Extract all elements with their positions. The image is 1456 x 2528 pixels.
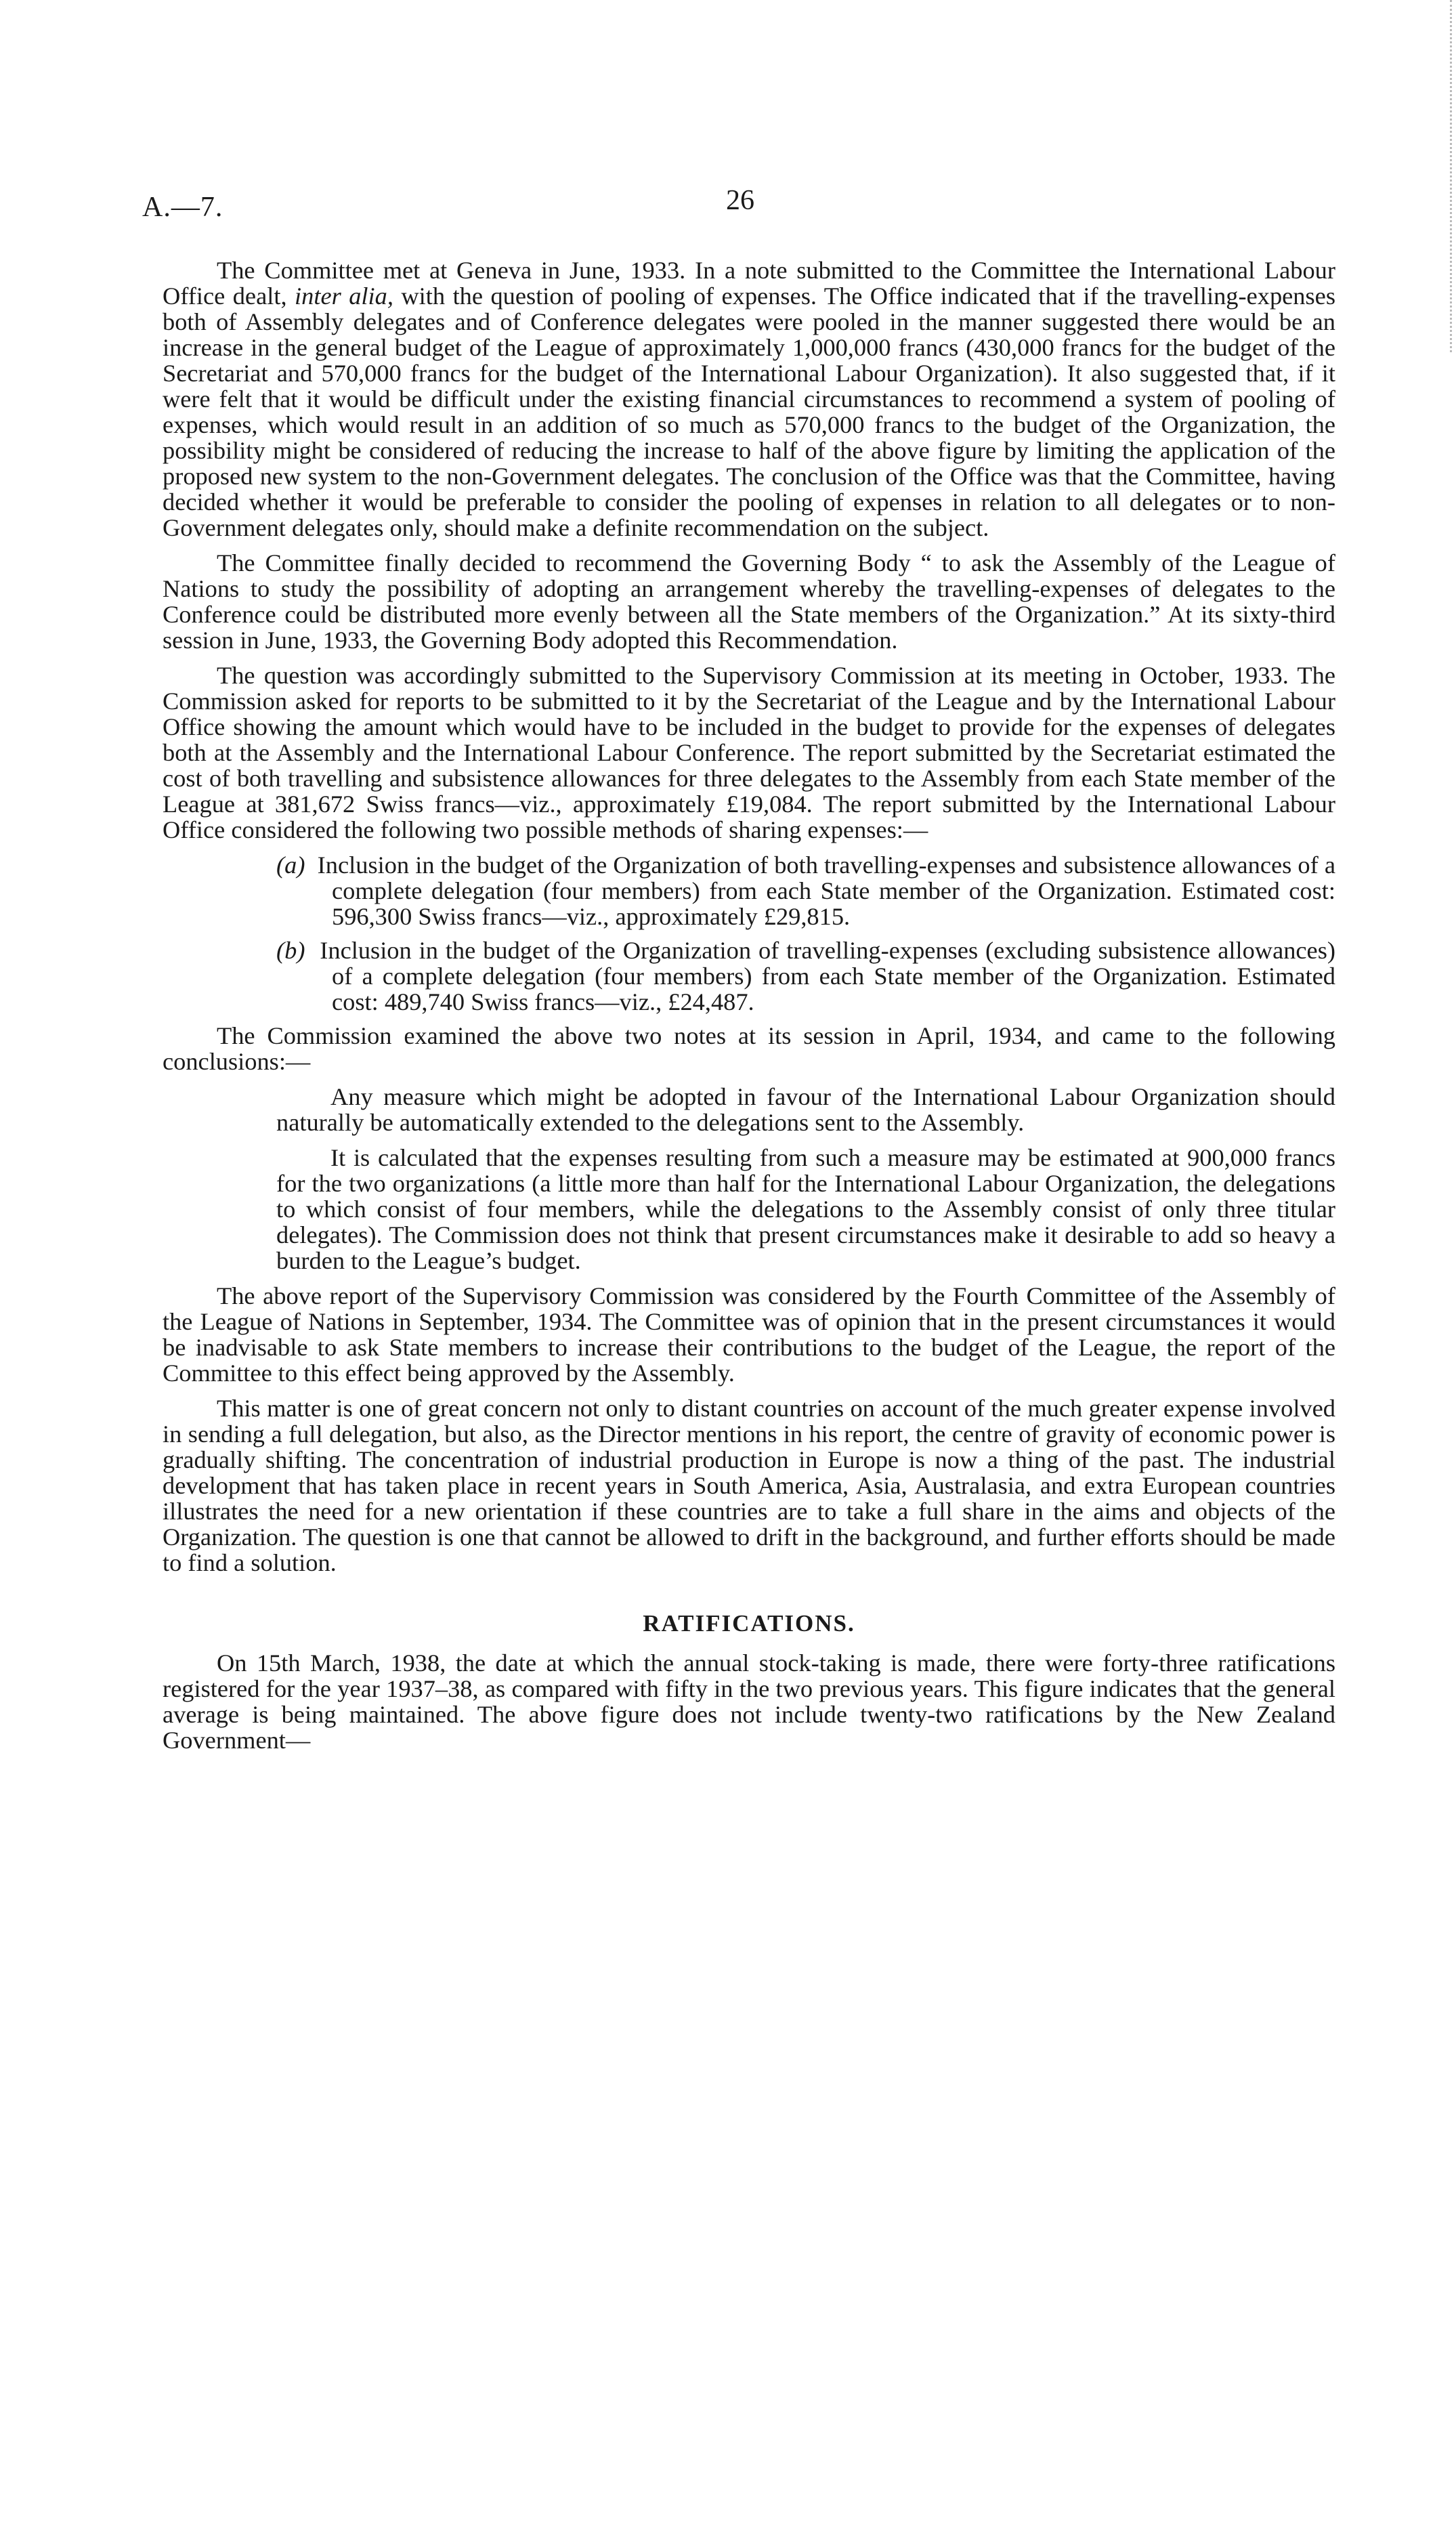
page-number: 26: [726, 185, 754, 216]
document-code: A.—7.: [142, 192, 223, 223]
list-marker: (a): [276, 851, 305, 879]
list-item-text: Inclusion in the budget of the Organization of both travelling-expenses and subsistence allowances of a complete delegation (four members) from each State member of the Organization. Estimated cost: 596,300 Swiss francs—viz., approximately £29,815.: [317, 851, 1335, 930]
paragraph-text: The Committee met at Geneva in June, 1933. In a note submitted to the Committee the International Labour Office dealt,: [163, 257, 1335, 310]
section-heading-ratifications: RATIFICATIONS.: [643, 1610, 855, 1637]
list-item-b: [163, 938, 1335, 1015]
paragraph-committee-geneva: [163, 257, 1335, 541]
paragraph-great-concern: This matter is one of great concern not only to distant countries on account of the much greater expense involved in sending a full delegation, but also, as the Director mentions in his report, the centre of gravity of economic power is gradually shifting. The concentration of industrial production in Europe is now a thing of the past. The industrial development that has taken place in recent years in South America, Asia, Australasia, and extra European countries illustrates the need for a new orientation if these countries are to take a full share in the aims and objects of the Organization. The question is one that cannot be allowed to drift in the background, and further efforts should be made to find a solution.: [163, 1395, 1335, 1576]
paragraph-text: with the question of pooling of expenses. The Office indicated that if the travelling-expenses both of Assembly delegates and of Conference delegates were pooled in the manner suggested there would be an increase in the general budget of the League of approximately 1,000,000 francs (430,000 francs for the budget of the Secretariat and 570,000 francs for the budget of the International Labour Organization). It also suggested that, if it were felt that it would be difficult under the existing financial circumstances to recommend a system of pooling of expenses, which would result in an addition of so much as 570,000 francs to the budget of the Organization, the possibility might be considered of reducing the increase to half of the above figure by limiting the application of the proposed new system to the non-Government delegates. The conclusion of the Office was that the Committee, having decided whether it would be preferable to consider the pooling of expenses in relation to all delegates or to non-Government delegates only, should make a definite recommendation on the subject.: [163, 282, 1335, 541]
page-edge-border: [1449, 0, 1452, 352]
italic-phrase: inter alia,: [295, 282, 393, 310]
body-text: [163, 257, 1335, 1763]
paragraph-recommendation: The Committee finally decided to recommend the Governing Body “ to ask the Assembly of the League of Nations to study the possibility of adopting an arrangement whereby the travelling-expenses of delegates to the Conference could be distributed more evenly between all the State members of the Organization.” At its sixty-third session in June, 1933, the Governing Body adopted this Recommendation.: [163, 549, 1335, 654]
paragraph-ratifications: On 15th March, 1938, the date at which the annual stock-taking is made, there were forty-three ratifications registered for the year 1937–38, as compared with fifty in the two previous years. This figure indicates that the general average is being maintained. The above figure does not include twenty-two ratifications by the New Zealand Government—: [163, 1649, 1335, 1754]
list-item-text: Inclusion in the budget of the Organization of travelling-expenses (excluding subsistence allowances) of a complete delegation (four members) from each State member of the Organization. Estimated cost: 489,740 Swiss francs—viz., £24,487.: [320, 937, 1335, 1015]
paragraph-commission-examined: The Commission examined the above two notes at its session in April, 1934, and came to the following conclusions:—: [163, 1022, 1335, 1075]
paragraph-fourth-committee: The above report of the Supervisory Commission was considered by the Fourth Committee of the Assembly of the League of Nations in September, 1934. The Committee was of opinion that in the present circumstances it would be inadvisable to ask State members to increase their contributions to the budget of the League, the report of the Committee to this effect being approved by the Assembly.: [163, 1282, 1335, 1387]
quote-measure: Any measure which might be adopted in favour of the International Labour Organization should naturally be automatically extended to the delegations sent to the Assembly.: [276, 1083, 1335, 1136]
list-item-a: [163, 852, 1335, 929]
paragraph-supervisory-commission: The question was accordingly submitted to the Supervisory Commission at its meeting in October, 1933. The Commission asked for reports to be submitted to it by the Secretariat of the League and by the International Labour Office showing the amount which would have to be included in the budget to provide for the expenses of delegates both at the Assembly and the International Labour Conference. The report submitted by the Secretariat estimated the cost of both travelling and subsistence allowances for three delegates to the Assembly from each State member of the League at 381,672 Swiss francs—viz., approximately £19,084. The report submitted by the International Labour Office considered the following two possible methods of sharing expenses:—: [163, 662, 1335, 843]
quote-expenses: It is calculated that the expenses resulting from such a measure may be estimated at 900,000 francs for the two organizations (a little more than half for the International Labour Organization, the delegations to which consist of four members, while the delegations to the Assembly consist of only three titular delegates). The Commission does not think that present circumstances make it desirable to add so heavy a burden to the League’s budget.: [276, 1144, 1335, 1274]
list-marker: (b): [276, 937, 305, 964]
